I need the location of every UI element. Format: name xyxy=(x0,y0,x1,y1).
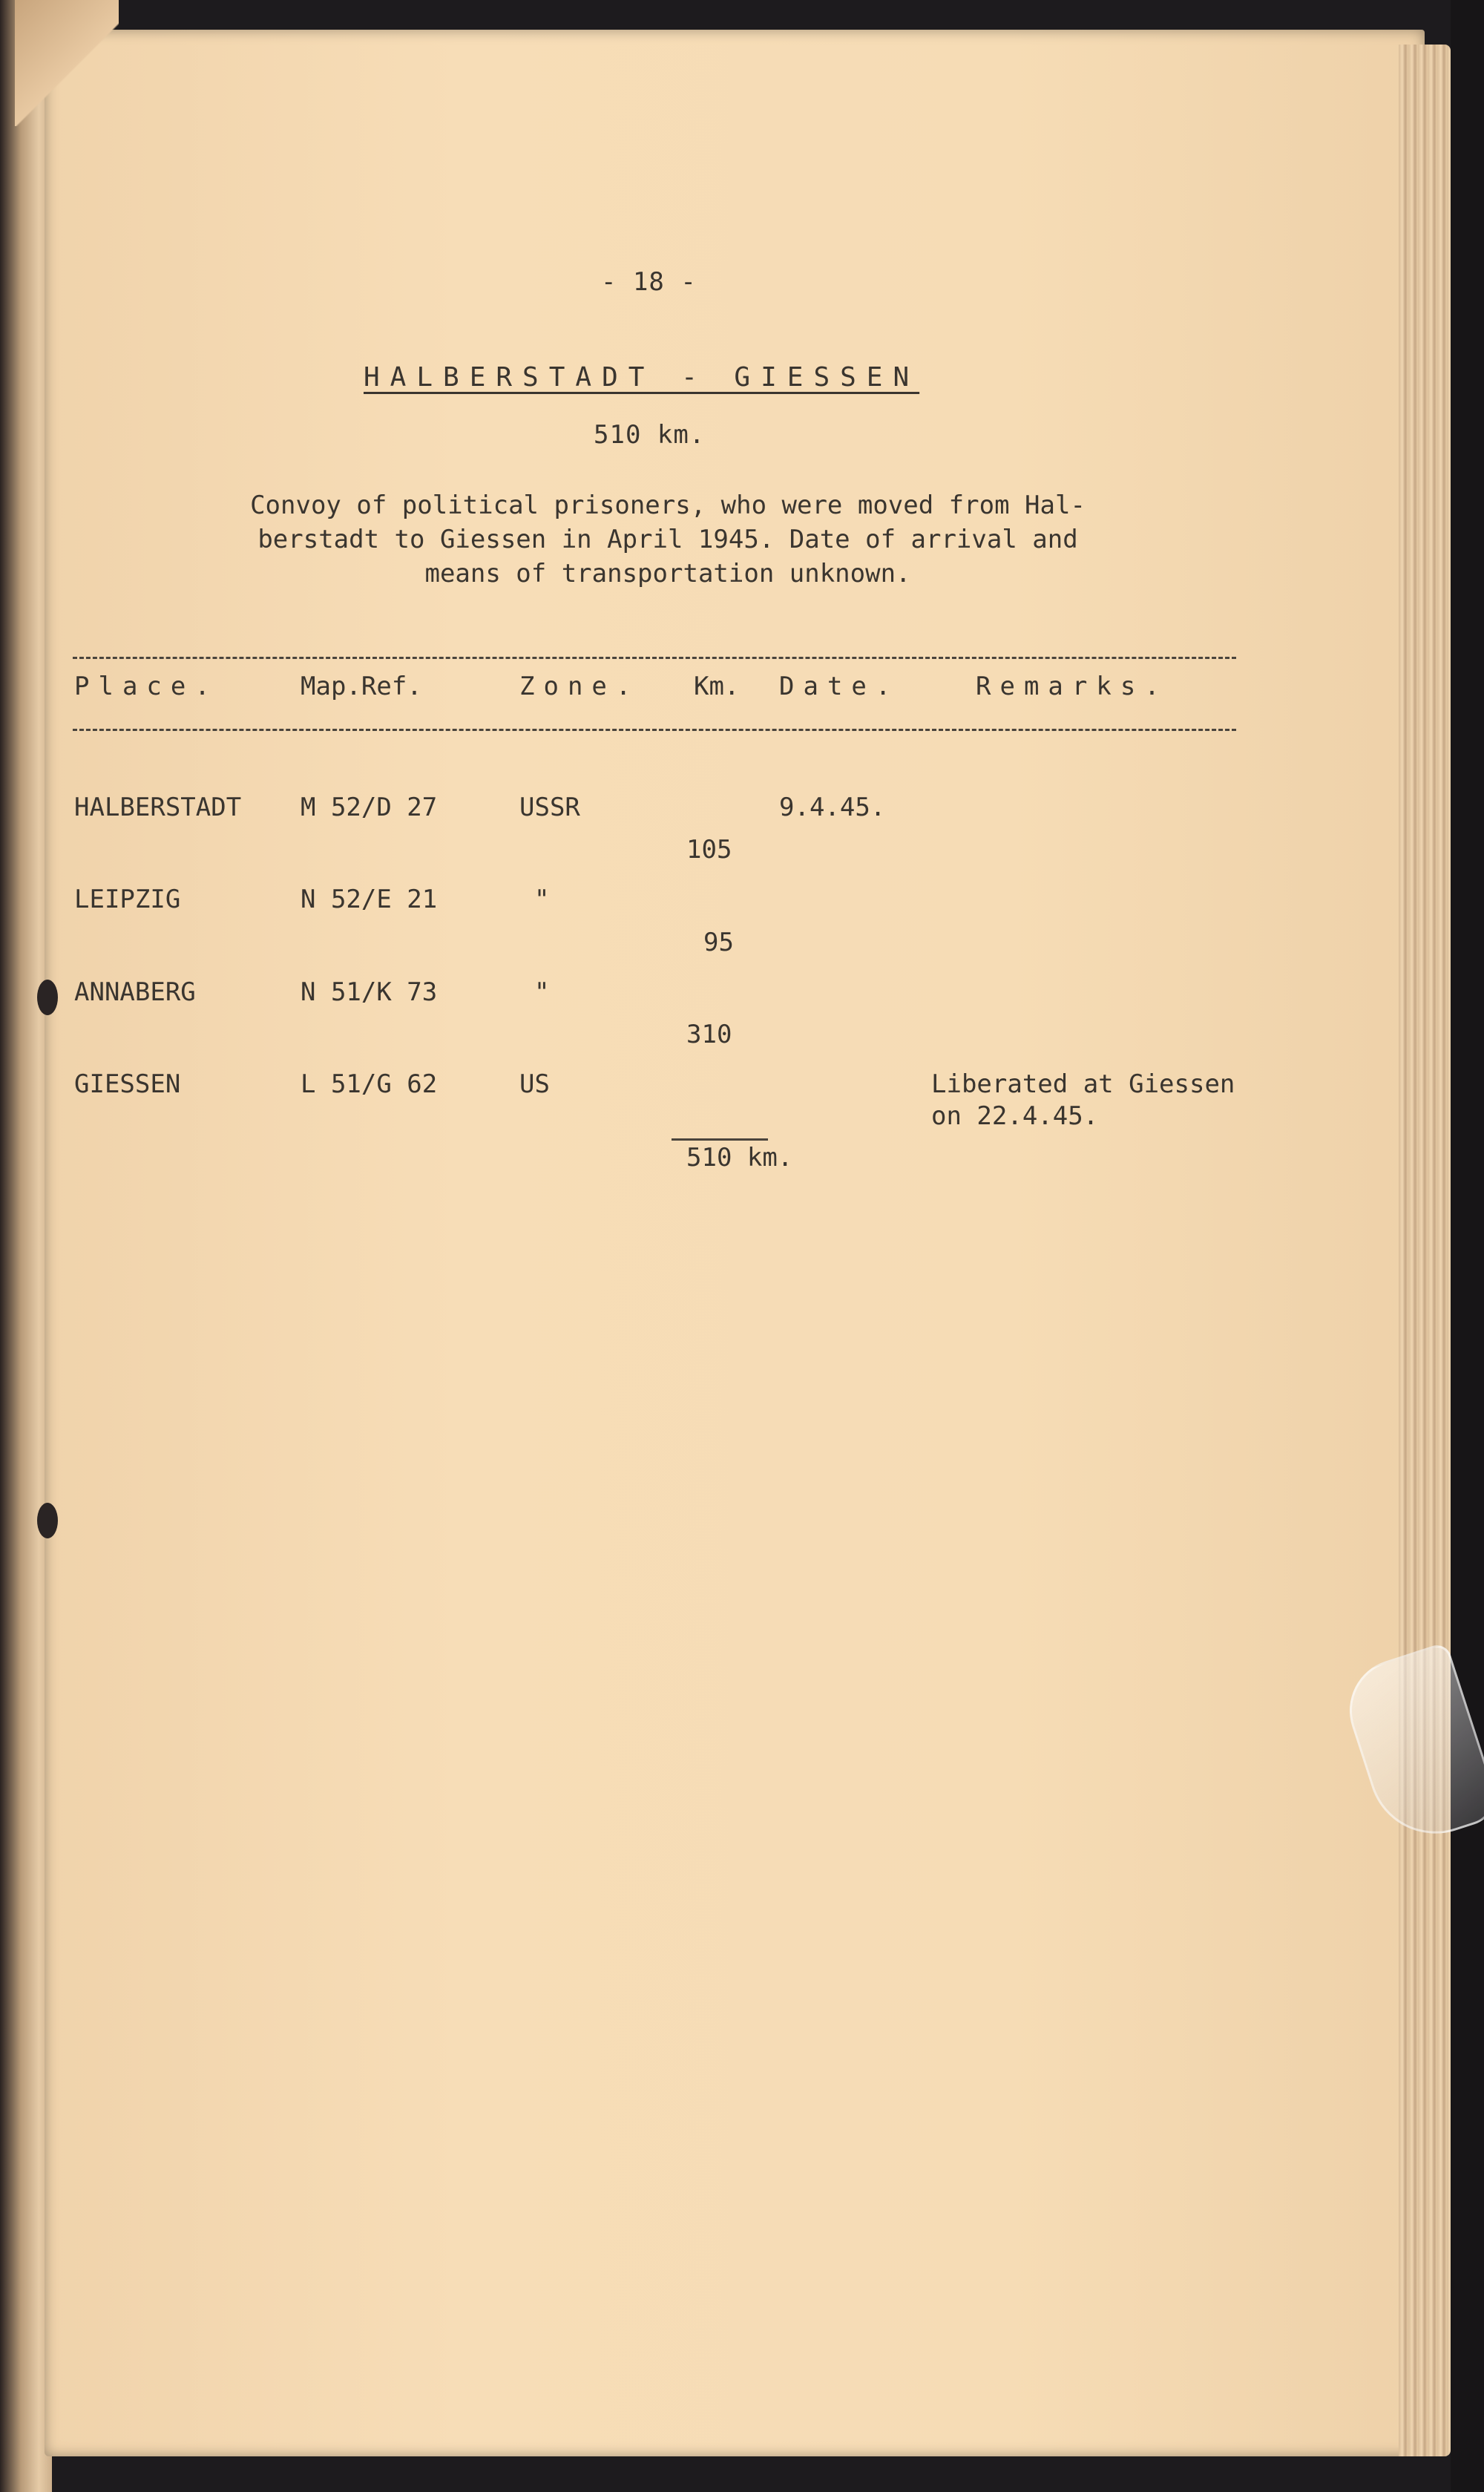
row-place: ANNABERG xyxy=(74,977,196,1007)
row-date: 9.4.45. xyxy=(779,793,886,822)
row-zone: " xyxy=(534,977,550,1007)
row-remarks-continued: on 22.4.45. xyxy=(931,1101,1099,1131)
segment-km: 95 xyxy=(703,928,734,957)
segment-km: 310 xyxy=(686,1020,732,1049)
total-distance: 510 km. xyxy=(594,420,706,450)
header-map-ref: Map.Ref. xyxy=(301,672,422,701)
row-zone: USSR xyxy=(519,793,580,822)
row-map-ref: N 52/E 21 xyxy=(301,885,438,914)
row-place: HALBERSTADT xyxy=(74,793,242,822)
page-number: - 18 - xyxy=(601,267,697,297)
table-header-rule xyxy=(73,729,1236,731)
row-zone: US xyxy=(519,1069,550,1099)
total-sum-rule xyxy=(672,1138,768,1141)
binder-ring-icon xyxy=(37,980,58,1015)
row-place: LEIPZIG xyxy=(74,885,181,914)
row-map-ref: N 51/K 73 xyxy=(301,977,438,1007)
header-place: Place. xyxy=(74,672,219,701)
row-zone: " xyxy=(534,885,550,914)
header-km: Km. xyxy=(694,672,740,701)
background-right xyxy=(1451,0,1484,2492)
row-remarks: Liberated at Giessen xyxy=(931,1069,1235,1099)
document-page xyxy=(45,30,1425,2456)
folded-page-corner xyxy=(15,0,119,126)
segment-km: 105 xyxy=(686,835,732,865)
header-zone: Zone. xyxy=(519,672,640,701)
description-line-3: means of transportation unknown. xyxy=(424,559,911,588)
description-line-2: berstadt to Giessen in April 1945. Date of arrival and xyxy=(257,525,1078,554)
row-map-ref: M 52/D 27 xyxy=(301,793,438,822)
header-remarks: Remarks. xyxy=(976,672,1169,701)
row-map-ref: L 51/G 62 xyxy=(301,1069,438,1099)
binder-ring-icon xyxy=(37,1503,58,1538)
description-line-1: Convoy of political prisoners, who were moved from Hal- xyxy=(250,491,1086,520)
document-title: HALBERSTADT - GIESSEN xyxy=(364,362,920,393)
row-place: GIESSEN xyxy=(74,1069,181,1099)
page-stack-edges xyxy=(1399,45,1451,2456)
total-km: 510 km. xyxy=(686,1143,793,1173)
table-top-rule xyxy=(73,657,1236,659)
header-date: Date. xyxy=(779,672,900,701)
